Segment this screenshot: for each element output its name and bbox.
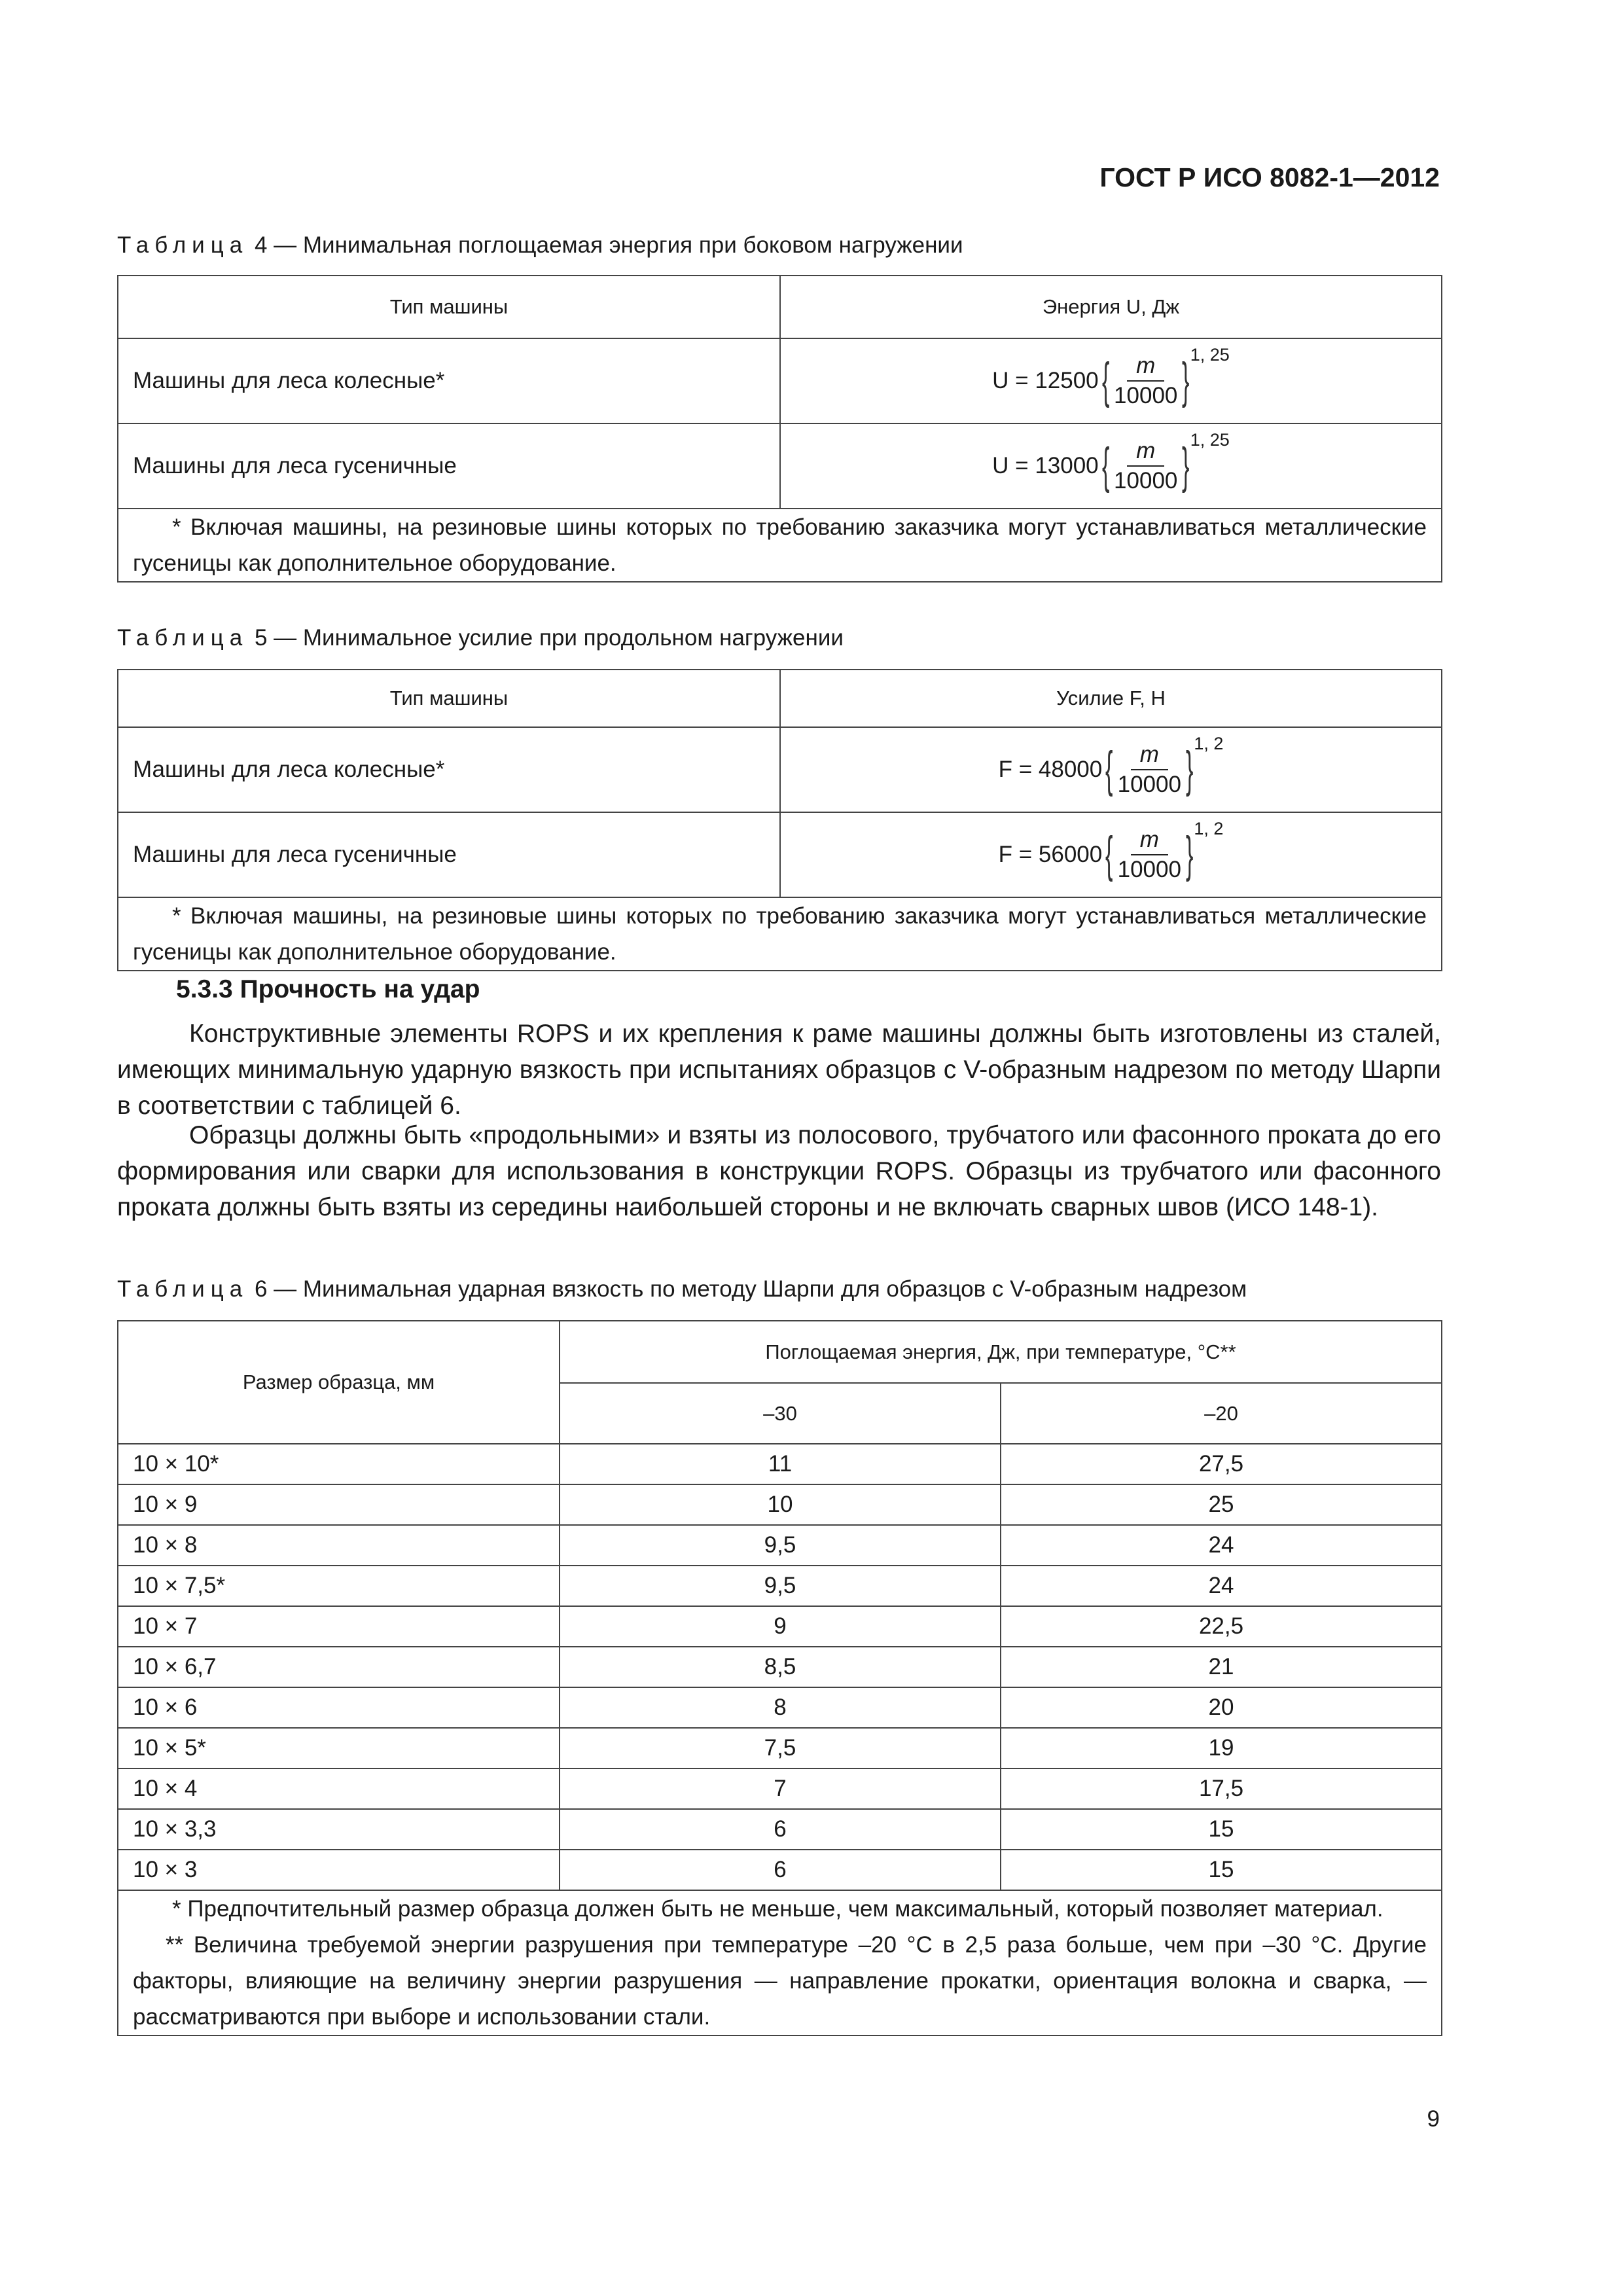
table6 (117, 1320, 1442, 2036)
table6-footnotes (118, 1890, 1442, 2036)
table5-caption-word: Таблица (117, 625, 249, 651)
exponent: 1, 2 (1194, 818, 1224, 838)
fraction-numerator: m (1131, 742, 1168, 770)
fraction-numerator: m (1127, 438, 1164, 467)
formula (992, 344, 1230, 409)
table-row (118, 1728, 1442, 1768)
table4-caption-text: 4 — Минимальная поглощаемая энергия при боковом нагружении (248, 232, 963, 258)
table5-caption (117, 625, 844, 651)
cell-energy-30: 6 (560, 1850, 1001, 1890)
table5-row-formula (780, 727, 1442, 812)
formula (998, 733, 1224, 798)
footnote-text: Включая машины, на резиновые шины которых по требованию заказчика могут устанавливаться металлические гусеницы как дополнительное оборудование. (133, 903, 1427, 965)
fraction-denominator: 10000 (1117, 857, 1181, 882)
paragraph (117, 1117, 1441, 1225)
footnote-marker: * (172, 903, 181, 929)
table-row (118, 1768, 1442, 1809)
table5-row-type: Машины для леса колесные* (118, 727, 780, 812)
table-row (118, 1809, 1442, 1850)
cell-size: 10 × 3,3 (118, 1809, 560, 1850)
fraction (1109, 353, 1183, 409)
table6-caption-text: 6 — Минимальная ударная вязкость по методу Шарпи для образцов с V-образным надрезом (248, 1276, 1247, 1302)
fraction-denominator: 10000 (1117, 772, 1181, 797)
exponent: 1, 2 (1194, 733, 1224, 753)
cell-energy-20: 24 (1001, 1566, 1442, 1606)
table6-col-temp2: –20 (1001, 1383, 1442, 1444)
fraction (1113, 742, 1186, 798)
footnote (133, 1927, 1427, 2035)
table5-caption-text: 5 — Минимальное усилие при продольном нагружении (248, 625, 844, 651)
formula-lhs: U = 12500 (992, 368, 1099, 393)
fraction (1113, 827, 1186, 883)
cell-energy-30: 7,5 (560, 1728, 1001, 1768)
cell-energy-20: 15 (1001, 1809, 1442, 1850)
brace-close: } (1185, 742, 1194, 797)
cell-energy-20: 21 (1001, 1647, 1442, 1687)
cell-energy-30: 10 (560, 1484, 1001, 1525)
table4-caption (117, 232, 963, 259)
footnote-marker: * (172, 514, 181, 540)
cell-size: 10 × 6 (118, 1687, 560, 1728)
cell-energy-30: 8,5 (560, 1647, 1001, 1687)
brace-open: { (1105, 827, 1113, 882)
cell-energy-20: 17,5 (1001, 1768, 1442, 1809)
table6-col-temp1: –30 (560, 1383, 1001, 1444)
brace-open: { (1101, 353, 1110, 408)
footnote-marker: ** (166, 1932, 184, 1958)
table4-caption-word: Таблица (117, 232, 249, 258)
fraction (1109, 438, 1183, 494)
table5 (117, 669, 1442, 971)
cell-energy-30: 9,5 (560, 1525, 1001, 1566)
formula-lhs: F = 56000 (998, 842, 1103, 867)
table-row (118, 1525, 1442, 1566)
table6-caption (117, 1276, 1247, 1302)
table6-col-energy: Поглощаемая энергия, Дж, при температуре, °С** (560, 1321, 1442, 1383)
table5-col-force: Усилие F, Н (780, 670, 1442, 727)
fraction-denominator: 10000 (1114, 383, 1178, 408)
table4-row-type: Машины для леса гусеничные (118, 423, 780, 509)
cell-size: 10 × 7 (118, 1606, 560, 1647)
cell-energy-20: 19 (1001, 1728, 1442, 1768)
table-row (118, 1444, 1442, 1484)
cell-size: 10 × 7,5* (118, 1566, 560, 1606)
table4-row-type: Машины для леса колесные* (118, 338, 780, 423)
footnote (133, 1891, 1427, 1927)
formula-lhs: F = 48000 (998, 757, 1103, 782)
paragraph-text: Образцы должны быть «продольными» и взяты из полосового, трубчатого или фасонного проката до его формирования или сварки для использования в конструкции ROPS. Образцы из трубчатого или фасонного проката должны быть взяты из середины наибольшей стороны и не включать сварных швов (ИСО 148-1). (117, 1121, 1441, 1221)
fraction-denominator: 10000 (1114, 468, 1178, 493)
formula (998, 818, 1224, 883)
table4-row-formula (780, 423, 1442, 509)
cell-energy-20: 20 (1001, 1687, 1442, 1728)
cell-size: 10 × 4 (118, 1768, 560, 1809)
table-row (118, 1566, 1442, 1606)
table-row (118, 1606, 1442, 1647)
cell-energy-30: 7 (560, 1768, 1001, 1809)
exponent: 1, 25 (1190, 429, 1230, 450)
document-code: ГОСТ Р ИСО 8082-1—2012 (1099, 162, 1440, 192)
cell-energy-30: 8 (560, 1687, 1001, 1728)
brace-close: } (1182, 353, 1190, 408)
cell-size: 10 × 8 (118, 1525, 560, 1566)
cell-energy-30: 9,5 (560, 1566, 1001, 1606)
cell-size: 10 × 3 (118, 1850, 560, 1890)
footnote-text: Величина требуемой энергии разрушения при температуре –20 °С в 2,5 раза больше, чем при –30 °С. Другие факторы, влияющие на величину энергии разрушения — направление прокатки, ориентация волокна и сварка, — рассматриваются при выборе и использовании стали. (133, 1932, 1427, 2030)
formula (992, 429, 1230, 494)
cell-size: 10 × 5* (118, 1728, 560, 1768)
table5-footnote (118, 897, 1442, 971)
cell-energy-30: 6 (560, 1809, 1001, 1850)
cell-energy-30: 11 (560, 1444, 1001, 1484)
paragraph (117, 1016, 1441, 1124)
fraction-numerator: m (1131, 827, 1168, 855)
table6-caption-word: Таблица (117, 1276, 249, 1302)
cell-size: 10 × 10* (118, 1444, 560, 1484)
table-row (118, 1484, 1442, 1525)
table5-row-formula (780, 812, 1442, 897)
brace-close: } (1182, 438, 1190, 493)
cell-size: 10 × 6,7 (118, 1647, 560, 1687)
cell-energy-20: 27,5 (1001, 1444, 1442, 1484)
footnote-marker: * (172, 1896, 181, 1922)
cell-energy-20: 15 (1001, 1850, 1442, 1890)
exponent: 1, 25 (1190, 344, 1230, 365)
brace-open: { (1101, 438, 1110, 493)
table5-row-type: Машины для леса гусеничные (118, 812, 780, 897)
table-row (118, 1850, 1442, 1890)
table-row (118, 1647, 1442, 1687)
footnote-text: Предпочтительный размер образца должен быть не меньше, чем максимальный, который позволяет материал. (187, 1896, 1383, 1922)
cell-energy-30: 9 (560, 1606, 1001, 1647)
brace-close: } (1185, 827, 1194, 882)
formula-lhs: U = 13000 (992, 453, 1099, 478)
table6-col-size: Размер образца, мм (118, 1321, 560, 1444)
brace-open: { (1105, 742, 1113, 797)
fraction-numerator: m (1127, 353, 1164, 382)
cell-energy-20: 24 (1001, 1525, 1442, 1566)
section-heading: 5.3.3 Прочность на удар (176, 975, 480, 1003)
table5-col-type: Тип машины (118, 670, 780, 727)
page-number: 9 (1427, 2106, 1440, 2132)
table4-col-type: Тип машины (118, 276, 780, 338)
cell-energy-20: 25 (1001, 1484, 1442, 1525)
footnote-text: Включая машины, на резиновые шины которых по требованию заказчика могут устанавливаться металлические гусеницы как дополнительное оборудование. (133, 514, 1427, 576)
cell-energy-20: 22,5 (1001, 1606, 1442, 1647)
table4-row-formula (780, 338, 1442, 423)
table4-footnote (118, 509, 1442, 582)
table-row (118, 1687, 1442, 1728)
cell-size: 10 × 9 (118, 1484, 560, 1525)
table4-col-energy: Энергия U, Дж (780, 276, 1442, 338)
table4 (117, 275, 1442, 583)
paragraph-text: Конструктивные элементы ROPS и их крепления к раме машины должны быть изготовлены из сталей, имеющих минимальную ударную вязкость при испытаниях образцов с V-образным надрезом по методу Шарпи в соответствии с таблицей 6. (117, 1020, 1441, 1120)
